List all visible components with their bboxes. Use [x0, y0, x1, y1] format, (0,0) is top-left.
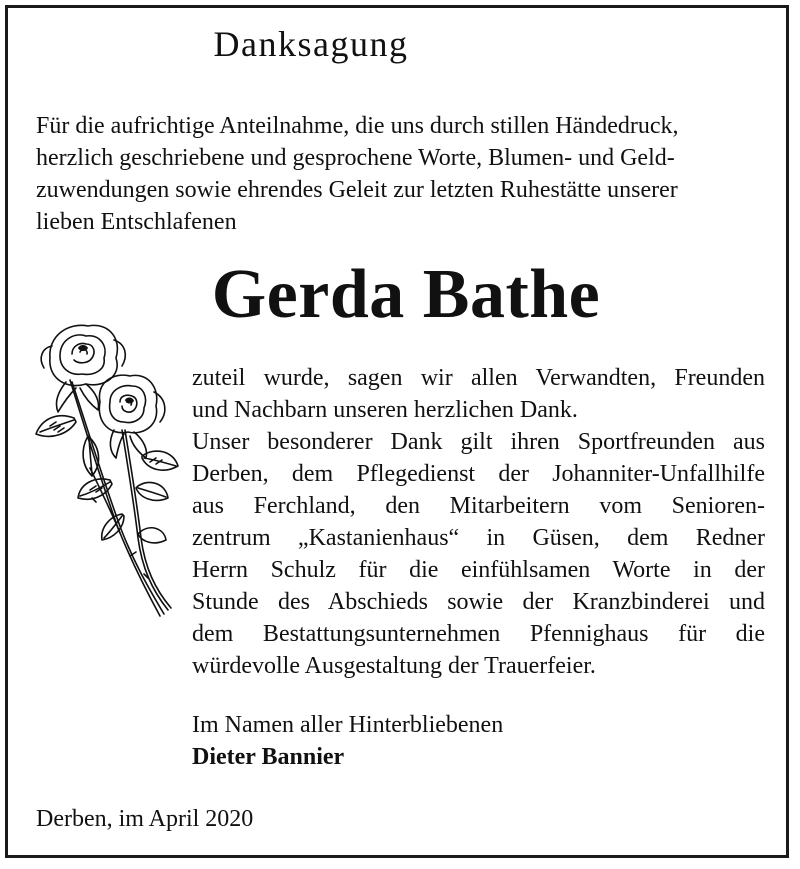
place-date: Derben, im April 2020 — [36, 806, 254, 832]
deceased-name: Gerda Bathe — [211, 256, 601, 333]
notice-title: Danksagung — [213, 24, 409, 64]
body-line: zuteil wurde, sagen wir allen Verwandten, Freunden — [192, 365, 765, 391]
closing-line: Im Namen aller Hinterbliebenen — [192, 712, 504, 738]
intro-line: herzlich geschriebene und gesprochene Worte, Blumen- und Geld- — [36, 145, 675, 171]
roses-illustration-icon — [30, 318, 180, 620]
body-line: Herrn Schulz für die einfühlsamen Worte in der — [192, 557, 765, 583]
body-line: Unser besonderer Dank gilt ihren Sportfreunden aus — [192, 429, 765, 455]
signer-name: Dieter Bannier — [192, 744, 345, 770]
body-line: aus Ferchland, den Mitarbeitern vom Senioren- — [192, 493, 765, 519]
body-line: Stunde des Abschieds sowie der Kranzbinderei und — [192, 589, 765, 615]
body-line: Derben, dem Pflegedienst der Johanniter-Unfallhilfe — [192, 461, 765, 487]
body-line: und Nachbarn unseren herzlichen Dank. — [192, 397, 578, 423]
body-line: würdevolle Ausgestaltung der Trauerfeier. — [192, 653, 596, 679]
intro-line: Für die aufrichtige Anteilnahme, die uns durch stillen Händedruck, — [36, 113, 679, 139]
intro-line: lieben Entschlafenen — [36, 209, 237, 235]
intro-line: zuwendungen sowie ehrendes Geleit zur letzten Ruhestätte unserer — [36, 177, 678, 203]
body-line: zentrum „Kastanienhaus“ in Güsen, dem Redner — [192, 525, 765, 551]
body-line: dem Bestattungsunternehmen Pfennighaus für die — [192, 621, 765, 647]
